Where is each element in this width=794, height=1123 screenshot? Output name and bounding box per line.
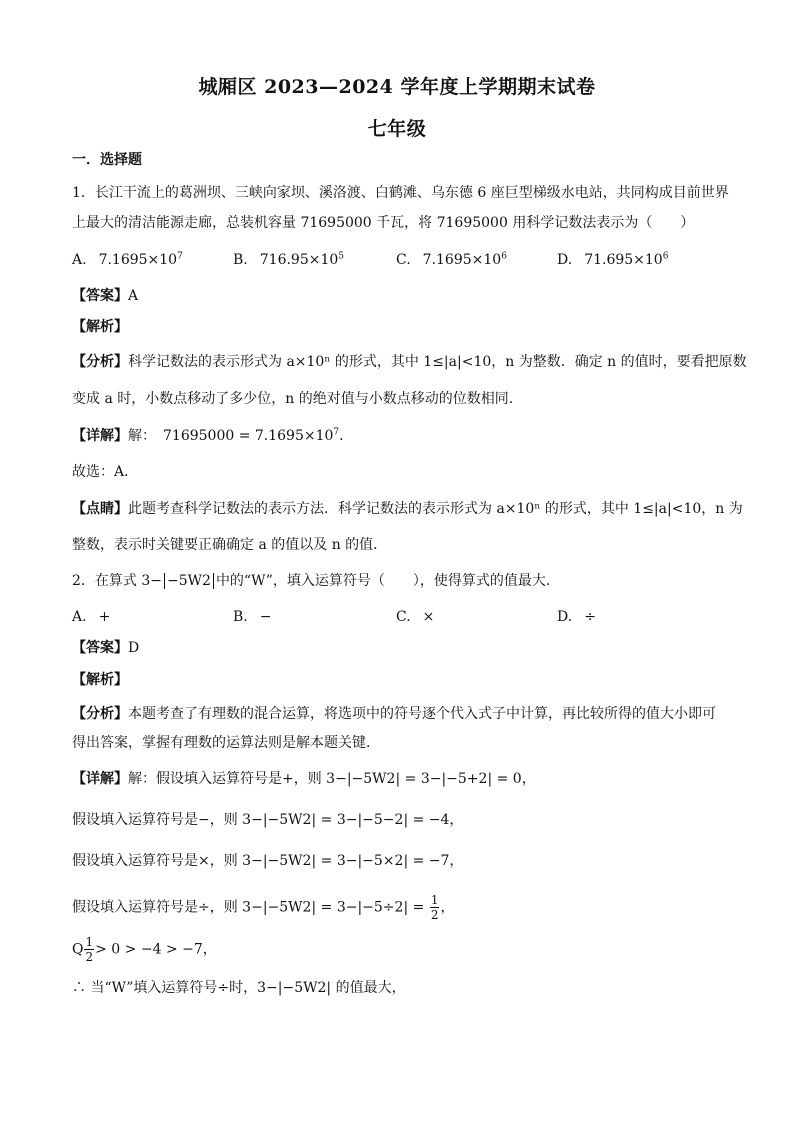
q1-dianjing-line2: 整数，表示时关键要正确确定 a 的值以及 n 的值． <box>72 537 388 553</box>
option-letter: A. <box>72 252 87 268</box>
option-exponent: 6 <box>501 251 507 262</box>
answer-tag: 【答案】 <box>72 288 128 304</box>
q1-option-a <box>72 250 183 270</box>
q1-option-c <box>396 250 507 270</box>
q1-stem-line2: 上最大的清洁能源走廊，总装机容量 71695000 千瓦，将 71695000 用科学记数法表示为（ ） <box>72 215 695 231</box>
abs-bar <box>164 573 165 589</box>
q1-fenxi-line1: 【分析】科学记数法的表示形式为 a×10ⁿ 的形式，其中 1≤|a|<10，n 为整数．确定 n 的值时，要看把原数 <box>72 354 747 370</box>
option-value: 7.1695×10 <box>98 252 178 268</box>
option-value: 7.1695×10 <box>422 252 502 268</box>
q2-compare: Q $\frac{1}{2}$ > 0 > −4 > −7， <box>72 935 217 964</box>
option-exponent: 6 <box>662 251 669 262</box>
q2-case2: 假设填入运算符号是−，则 3−|−5W2| = 3−|−5−2| = −4， <box>72 812 464 828</box>
q2-option-c: C. × <box>396 609 435 625</box>
answer-value: A <box>128 288 139 304</box>
q1-answer <box>72 286 732 306</box>
option-letter: B. <box>233 252 248 268</box>
q2-option-b: B. − <box>233 609 272 625</box>
option-letter: C. <box>396 252 411 268</box>
page-subtitle: 七年级 <box>367 118 427 140</box>
q2-fenxi-line1: 【分析】本题考查了有理数的混合运算，将选项中的符号逐个代入式子中计算，再比较所得的值大小即可 <box>72 706 716 722</box>
q2-fenxi-line2: 得出答案，掌握有理数的运算法则是解本题关键． <box>72 735 380 751</box>
option-value: 71.695×10 <box>584 252 663 268</box>
q1-detail: 【详解】解： $71695000 = 7.1695\times 10^7$． <box>72 427 354 444</box>
q2-option-d: D. ÷ <box>557 609 596 625</box>
q1-option-d <box>557 250 668 270</box>
q2-case4: 假设填入运算符号是÷，则 3−|−5W2| = 3−|−5÷2| = $\frac{1}{2}$ ， <box>72 893 455 922</box>
q1-choice: 故选：A． <box>72 464 139 480</box>
q1-option-b <box>233 250 344 270</box>
q1-analysis-tag: 【解析】 <box>72 319 128 335</box>
abs-bar <box>213 573 214 589</box>
q2-option-a: A. + <box>72 609 111 625</box>
q2-stem: 2．在算式 3− −5W2 中的“W”，填入运算符号（ ），使得算式的值最大． <box>72 573 560 589</box>
section-heading: 一．选择题 <box>72 152 142 168</box>
q2-conclusion: ∴ 当“W”填入运算符号÷时，3−|−5W2| 的值最大， <box>72 980 406 996</box>
q1-fenxi-line2: 变成 a 时，小数点移动了多少位，n 的绝对值与小数点移动的位数相同． <box>72 391 523 407</box>
q2-answer: 【答案】D <box>72 640 140 656</box>
option-exponent: 7 <box>177 251 183 262</box>
q2-case3: 假设填入运算符号是×，则 3−|−5W2| = 3−|−5×2| = −7， <box>72 853 464 869</box>
option-letter: D. <box>557 252 573 268</box>
option-value: 716.95×10 <box>259 252 339 268</box>
option-exponent: 5 <box>338 251 345 262</box>
fraction-one-half: $\frac{1}{2}$ <box>85 935 94 964</box>
q2-analysis-tag: 【解析】 <box>72 672 128 688</box>
page-title: 城厢区 2023—2024 学年度上学期期末试卷 <box>198 76 596 98</box>
fraction-one-half: $\frac{1}{2}$ <box>430 893 439 922</box>
q2-case1: 【详解】解：假设填入运算符号是+，则 3−|−5W2| = 3−|−5+2| = 0， <box>72 771 536 787</box>
q1-dianjing-line1: 【点睛】此题考查科学记数法的表示方法．科学记数法的表示形式为 a×10ⁿ 的形式，其中 1≤|a|<10，n 为 <box>72 501 743 517</box>
q1-stem-line1: 1．长江干流上的葛洲坝、三峡向家坝、溪洛渡、白鹤滩、乌东德 6 座巨型梯级水电站，共同构成目前世界 <box>72 185 729 201</box>
